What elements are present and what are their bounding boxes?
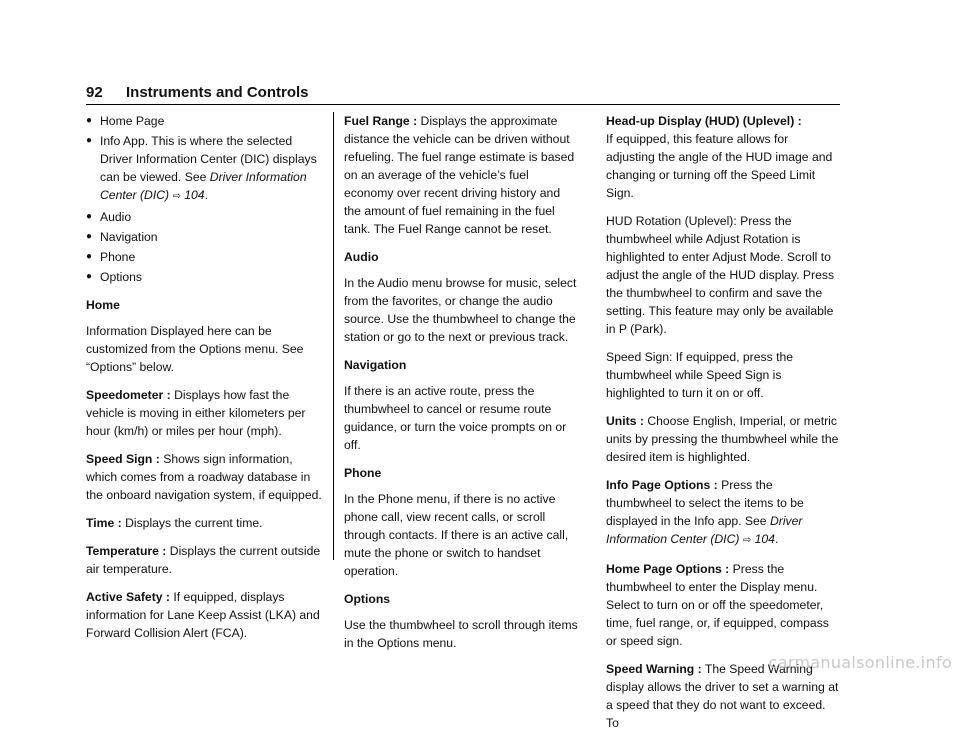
page-ref-arrow-icon: ⇨ [742,535,752,546]
column-1 [86,112,326,652]
bullet-icon: ● [86,271,93,282]
phone-heading: Phone [344,466,382,480]
speed-sign-paragraph: Speed Sign: If equipped, press the thumbwheel while Speed Sign is highlighted to turn it on or off. [606,350,794,400]
page-ref-number[interactable]: 104 [184,188,205,202]
fuel-range-paragraph: Fuel Range : Displays the approximate distance the vehicle can be driven without refueling. The fuel range estimate is based on an average of the vehicle’s fuel economy over recent driving history and the amount of fuel remaining in the fuel tank. The Fuel Range cannot be reset. [344,114,575,236]
audio-heading: Audio [344,250,379,264]
list-item: ● Audio [86,210,132,224]
navigation-paragraph: If there is an active route, press the thumbwheel to cancel or resume route guidance, or turn the voice prompts on or off. [344,384,567,452]
speed-warning-paragraph: Speed Warning : The Speed Warning display allows the driver to set a warning at a speed that they do not want to exceed. To [606,662,839,730]
menu-list [86,112,326,286]
bullet-icon: ● [86,231,93,242]
time-paragraph: Time : Displays the current time. [86,516,263,530]
column-2 [344,112,578,662]
page-number: 92 [86,84,103,101]
options-heading: Options [344,592,391,606]
list-item: ● Home Page [86,114,165,128]
list-item: ● Info App. This is where the selected Driver Information Center (DIC) displays can be viewed. See Driver Information Center (DIC) ⇨ 104. [86,134,317,202]
options-paragraph: Use the thumbwheel to scroll through items in the Options menu. [344,618,578,650]
home-paragraph: Information Displayed here can be customized from the Options menu. See “Options” below. [86,324,304,374]
temperature-paragraph: Temperature : Displays the current outside air temperature. [86,544,321,576]
bullet-icon: ● [86,115,93,126]
bullet-icon: ● [86,211,93,222]
bullet-icon: ● [86,251,93,262]
page-ref-number[interactable]: 104 [754,532,775,546]
home-heading: Home [86,298,120,312]
column-divider [333,112,334,560]
navigation-heading: Navigation [344,358,407,372]
watermark-text: carmanualsonline.info [768,653,952,672]
list-item: ● Options [86,270,143,284]
phone-paragraph: In the Phone menu, if there is no active phone call, view recent calls, or scroll through contacts. If there is an active call, mute the phone or switch to handset operation. [344,492,569,578]
cross-reference-link[interactable]: Driver Information Center (DIC) [606,514,803,546]
info-page-options-paragraph: Info Page Options : Press the thumbwheel to select the items to be displayed in the Info app. See Driver Information Center (DIC) ⇨ 104. [606,478,804,546]
units-paragraph: Units : Choose English, Imperial, or metric units by pressing the thumbwheel while the desired item is highlighted. [606,414,839,464]
active-safety-paragraph: Active Safety : If equipped, displays information for Lane Keep Assist (LKA) and Forward Collision Alert (FCA). [86,590,320,640]
hud-rotation-paragraph: HUD Rotation (Uplevel): Press the thumbwheel while Adjust Rotation is highlighted to enter Adjust Mode. Scroll to adjust the angle of the HUD display. Press the thumbwheel to confirm and save the setting. This feature may only be available in P (Park). [606,214,835,336]
page-header [86,82,840,105]
speed-sign-paragraph: Speed Sign : Shows sign information, which comes from a roadway database in the onboard navigation system, if equipped. [86,452,322,502]
speedometer-paragraph: Speedometer : Displays how fast the vehicle is moving in either kilometers per hour (km/h) or miles per hour (mph). [86,388,306,438]
hud-paragraph: Head-up Display (HUD) (Uplevel) : If equipped, this feature allows for adjusting the angle of the HUD image and changing or turning off the Speed Limit Sign. [606,114,833,200]
section-title: Instruments and Controls [126,84,309,101]
home-page-options-paragraph: Home Page Options : Press the thumbwheel to enter the Display menu. Select to turn on or off the speedometer, time, fuel range, or, if equipped, compass or speed sign. [606,562,829,648]
audio-paragraph: In the Audio menu browse for music, select from the favorites, or change the audio source. Use the thumbwheel to change the station or go to the next or previous track. [344,276,577,344]
bullet-icon: ● [86,135,93,146]
cross-reference-link[interactable]: Driver Information Center (DIC) [100,170,307,202]
page-ref-arrow-icon: ⇨ [172,191,181,202]
list-item: ● Navigation [86,230,158,244]
column-3 [606,112,840,742]
list-item: ● Phone [86,250,136,264]
